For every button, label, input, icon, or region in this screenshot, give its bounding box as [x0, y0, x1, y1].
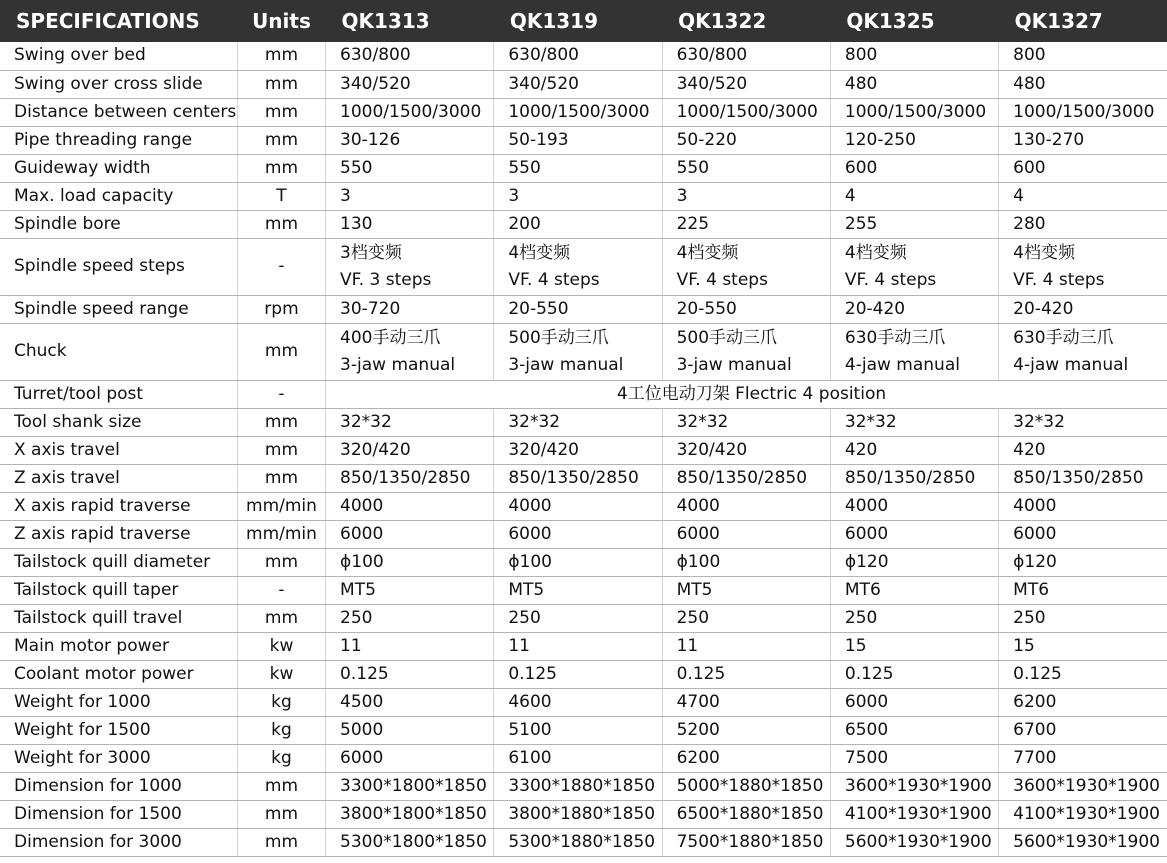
spec-value: 50-193	[494, 126, 662, 154]
spec-value: 850/1350/2850	[830, 464, 998, 492]
spec-name: Spindle speed steps	[0, 238, 237, 295]
spec-name: Turret/tool post	[0, 380, 237, 408]
spec-value-english: 3-jaw manual	[676, 354, 792, 375]
spec-value-english: VF. 4 steps	[676, 269, 768, 290]
spec-value: 320/420	[662, 436, 830, 464]
spec-value	[326, 323, 494, 380]
spec-unit: kg	[237, 688, 325, 716]
spec-value: 250	[662, 604, 830, 632]
spec-value: 5000*1880*1850	[662, 772, 830, 800]
spec-value: 800	[830, 42, 998, 70]
spec-value: 32*32	[999, 408, 1167, 436]
spec-name: Main motor power	[0, 632, 237, 660]
spec-value: 320/420	[494, 436, 662, 464]
spec-value: 4700	[662, 688, 830, 716]
spec-value	[830, 238, 998, 295]
table-row	[0, 210, 1167, 238]
spec-value: 550	[662, 154, 830, 182]
spec-unit: mm	[237, 436, 325, 464]
spec-value: 6200	[999, 688, 1167, 716]
spec-value: 6000	[999, 520, 1167, 548]
spec-value: 6200	[662, 744, 830, 772]
spec-value: 6500	[830, 716, 998, 744]
spec-value: 340/520	[326, 70, 494, 98]
spec-unit: mm	[237, 604, 325, 632]
spec-value-english: 4-jaw manual	[844, 354, 960, 375]
spec-value-english: 3-jaw manual	[340, 354, 456, 375]
table-row	[0, 492, 1167, 520]
spec-value: ϕ100	[662, 548, 830, 576]
spec-name: Coolant motor power	[0, 660, 237, 688]
spec-unit: mm	[237, 42, 325, 70]
spec-value: 5600*1930*1900	[999, 828, 1167, 856]
spec-unit: mm	[237, 126, 325, 154]
spec-value	[830, 323, 998, 380]
spec-unit: mm/min	[237, 520, 325, 548]
spec-value: 4000	[494, 492, 662, 520]
spec-value: 850/1350/2850	[662, 464, 830, 492]
table-row	[0, 182, 1167, 210]
spec-name: Dimension for 3000	[0, 828, 237, 856]
table-row	[0, 70, 1167, 98]
spec-unit: mm	[237, 154, 325, 182]
model-header-qk1313: QK1313	[326, 0, 494, 42]
spec-value: 3300*1800*1850	[326, 772, 494, 800]
spec-name: Tool shank size	[0, 408, 237, 436]
spec-value: 420	[999, 436, 1167, 464]
spec-value	[494, 238, 662, 295]
spec-unit: mm	[237, 464, 325, 492]
spec-name: Pipe threading range	[0, 126, 237, 154]
spec-value: 255	[830, 210, 998, 238]
spec-value: 600	[830, 154, 998, 182]
spec-value: 200	[494, 210, 662, 238]
specifications-header: SPECIFICATIONS	[0, 0, 237, 42]
spec-value-chinese: 630手动三爪	[1013, 327, 1114, 348]
spec-value: ϕ100	[494, 548, 662, 576]
spec-value: MT5	[326, 576, 494, 604]
spec-value: 20-420	[830, 295, 998, 323]
spec-value: 7500*1880*1850	[662, 828, 830, 856]
table-row	[0, 576, 1167, 604]
spec-value: 1000/1500/3000	[662, 98, 830, 126]
table-row	[0, 154, 1167, 182]
spec-value	[494, 323, 662, 380]
spec-value: 280	[999, 210, 1167, 238]
spec-name: Tailstock quill taper	[0, 576, 237, 604]
spec-value: 250	[326, 604, 494, 632]
spec-name: Swing over cross slide	[0, 70, 237, 98]
spec-value: 20-550	[494, 295, 662, 323]
spec-value	[662, 323, 830, 380]
spec-value: 30-720	[326, 295, 494, 323]
spec-value: MT6	[999, 576, 1167, 604]
spec-name: Weight for 1000	[0, 688, 237, 716]
spec-name: Weight for 3000	[0, 744, 237, 772]
spec-value: 4	[999, 182, 1167, 210]
spec-unit: -	[237, 238, 325, 295]
spec-name: Guideway width	[0, 154, 237, 182]
table-row	[0, 688, 1167, 716]
spec-unit: kw	[237, 632, 325, 660]
table-row	[0, 126, 1167, 154]
table-row	[0, 436, 1167, 464]
spec-value: 4500	[326, 688, 494, 716]
spec-value: 4	[830, 182, 998, 210]
spec-value-english: VF. 4 steps	[844, 269, 937, 290]
spec-name: Z axis travel	[0, 464, 237, 492]
spec-value: 4000	[326, 492, 494, 520]
spec-value: 340/520	[494, 70, 662, 98]
spec-unit: -	[237, 576, 325, 604]
specifications-body	[0, 42, 1167, 856]
spec-value: 15	[830, 632, 998, 660]
model-header-qk1325: QK1325	[830, 0, 998, 42]
spec-unit: -	[237, 380, 325, 408]
spec-value: 11	[326, 632, 494, 660]
table-row	[0, 660, 1167, 688]
spec-value: 850/1350/2850	[326, 464, 494, 492]
spec-value: 5600*1930*1900	[830, 828, 998, 856]
spec-value: 225	[662, 210, 830, 238]
spec-value: 32*32	[494, 408, 662, 436]
spec-value-shared: 4工位电动刀架 Flectric 4 position	[326, 380, 1167, 408]
table-row	[0, 380, 1167, 408]
spec-value: 850/1350/2850	[494, 464, 662, 492]
spec-name: Dimension for 1000	[0, 772, 237, 800]
spec-value: 6500*1880*1850	[662, 800, 830, 828]
spec-value: 7700	[999, 744, 1167, 772]
table-row	[0, 632, 1167, 660]
spec-value: 6700	[999, 716, 1167, 744]
table-row	[0, 408, 1167, 436]
spec-unit: kg	[237, 744, 325, 772]
spec-value: 6000	[662, 520, 830, 548]
spec-value: 340/520	[662, 70, 830, 98]
spec-value: 850/1350/2850	[999, 464, 1167, 492]
spec-value: 630/800	[326, 42, 494, 70]
spec-name: Spindle bore	[0, 210, 237, 238]
spec-value: 3800*1800*1850	[326, 800, 494, 828]
spec-value-chinese: 4档变频	[676, 242, 739, 263]
spec-value: 1000/1500/3000	[830, 98, 998, 126]
spec-value: MT5	[662, 576, 830, 604]
spec-value: 6100	[494, 744, 662, 772]
spec-unit: kw	[237, 660, 325, 688]
spec-value: 0.125	[662, 660, 830, 688]
spec-value: 0.125	[326, 660, 494, 688]
spec-value-english: 4-jaw manual	[1013, 354, 1129, 375]
spec-value: MT5	[494, 576, 662, 604]
spec-name: Distance between centers	[0, 98, 237, 126]
spec-value: 6000	[326, 520, 494, 548]
spec-value: 250	[830, 604, 998, 632]
spec-value: 480	[999, 70, 1167, 98]
spec-value-chinese: 500手动三爪	[676, 327, 778, 348]
spec-unit: mm/min	[237, 492, 325, 520]
spec-name: Dimension for 1500	[0, 800, 237, 828]
table-row	[0, 716, 1167, 744]
spec-unit: rpm	[237, 295, 325, 323]
model-header-qk1319: QK1319	[494, 0, 662, 42]
spec-unit: mm	[237, 408, 325, 436]
spec-value: 1000/1500/3000	[326, 98, 494, 126]
spec-unit: mm	[237, 210, 325, 238]
spec-value	[999, 238, 1167, 295]
table-row	[0, 520, 1167, 548]
table-row	[0, 295, 1167, 323]
spec-value: 7500	[830, 744, 998, 772]
spec-value-chinese: 4档变频	[844, 242, 907, 263]
spec-value: 4000	[830, 492, 998, 520]
spec-value: 50-220	[662, 126, 830, 154]
spec-name: Weight for 1500	[0, 716, 237, 744]
spec-value: 6000	[494, 520, 662, 548]
spec-value-english: VF. 3 steps	[340, 269, 432, 290]
spec-value: 4000	[662, 492, 830, 520]
spec-name: Spindle speed range	[0, 295, 237, 323]
spec-value: 3600*1930*1900	[830, 772, 998, 800]
spec-value-english: VF. 4 steps	[1013, 269, 1105, 290]
spec-name: Swing over bed	[0, 42, 237, 70]
spec-value: 600	[999, 154, 1167, 182]
spec-value: 3600*1930*1900	[999, 772, 1167, 800]
spec-name: X axis rapid traverse	[0, 492, 237, 520]
spec-value: 1000/1500/3000	[999, 98, 1167, 126]
spec-value: 120-250	[830, 126, 998, 154]
spec-value: 130-270	[999, 126, 1167, 154]
spec-value: 630/800	[494, 42, 662, 70]
table-row	[0, 42, 1167, 70]
spec-value: 4100*1930*1900	[999, 800, 1167, 828]
spec-value: ϕ120	[999, 548, 1167, 576]
spec-unit: kg	[237, 716, 325, 744]
spec-value	[999, 323, 1167, 380]
spec-value: 5000	[326, 716, 494, 744]
table-row	[0, 744, 1167, 772]
spec-value-chinese: 500手动三爪	[508, 327, 609, 348]
spec-value: 32*32	[662, 408, 830, 436]
spec-unit: mm	[237, 772, 325, 800]
spec-value: 0.125	[999, 660, 1167, 688]
spec-value: 32*32	[326, 408, 494, 436]
units-header: Units	[237, 0, 325, 42]
spec-value: 15	[999, 632, 1167, 660]
spec-value: 0.125	[494, 660, 662, 688]
spec-value: 30-126	[326, 126, 494, 154]
spec-value: 420	[830, 436, 998, 464]
model-header-qk1322: QK1322	[662, 0, 830, 42]
spec-unit: T	[237, 182, 325, 210]
spec-value: 3800*1880*1850	[494, 800, 662, 828]
spec-value: 0.125	[830, 660, 998, 688]
spec-value: 11	[662, 632, 830, 660]
table-row	[0, 604, 1167, 632]
spec-value: 800	[999, 42, 1167, 70]
spec-value-chinese: 4档变频	[508, 242, 571, 263]
spec-name: Z axis rapid traverse	[0, 520, 237, 548]
spec-value: 3	[662, 182, 830, 210]
spec-unit: mm	[237, 800, 325, 828]
spec-value: 320/420	[326, 436, 494, 464]
spec-value: 5100	[494, 716, 662, 744]
spec-value: 4100*1930*1900	[830, 800, 998, 828]
spec-value: ϕ100	[326, 548, 494, 576]
spec-unit: mm	[237, 828, 325, 856]
spec-unit: mm	[237, 323, 325, 380]
spec-value: 130	[326, 210, 494, 238]
spec-value-chinese: 630手动三爪	[844, 327, 946, 348]
spec-unit: mm	[237, 70, 325, 98]
spec-value: 5300*1880*1850	[494, 828, 662, 856]
spec-name: Max. load capacity	[0, 182, 237, 210]
spec-name: Chuck	[0, 323, 237, 380]
spec-value: 250	[494, 604, 662, 632]
spec-value: 20-550	[662, 295, 830, 323]
spec-value: 6000	[830, 688, 998, 716]
spec-name: X axis travel	[0, 436, 237, 464]
spec-unit: mm	[237, 548, 325, 576]
table-row	[0, 800, 1167, 828]
spec-value: 550	[326, 154, 494, 182]
model-header-qk1327: QK1327	[999, 0, 1167, 42]
spec-value: 4000	[999, 492, 1167, 520]
spec-value: MT6	[830, 576, 998, 604]
table-row	[0, 828, 1167, 856]
spec-value: 1000/1500/3000	[494, 98, 662, 126]
table-row	[0, 98, 1167, 126]
spec-value	[662, 238, 830, 295]
spec-value-chinese: 3档变频	[340, 242, 402, 263]
table-row	[0, 238, 1167, 295]
table-row	[0, 323, 1167, 380]
spec-value: 32*32	[830, 408, 998, 436]
spec-value: 550	[494, 154, 662, 182]
spec-value	[326, 238, 494, 295]
spec-value: 11	[494, 632, 662, 660]
spec-value: 4600	[494, 688, 662, 716]
spec-value: 3300*1880*1850	[494, 772, 662, 800]
spec-value: 5300*1800*1850	[326, 828, 494, 856]
spec-value: 630/800	[662, 42, 830, 70]
header-row	[0, 0, 1167, 42]
spec-value: 3	[326, 182, 494, 210]
spec-value: 480	[830, 70, 998, 98]
table-row	[0, 548, 1167, 576]
table-row	[0, 464, 1167, 492]
spec-value: 20-420	[999, 295, 1167, 323]
spec-value: 6000	[830, 520, 998, 548]
spec-value: 5200	[662, 716, 830, 744]
spec-name: Tailstock quill diameter	[0, 548, 237, 576]
table-row	[0, 772, 1167, 800]
spec-value-chinese: 4档变频	[1013, 242, 1075, 263]
spec-value: 250	[999, 604, 1167, 632]
spec-name: Tailstock quill travel	[0, 604, 237, 632]
spec-value-chinese: 400手动三爪	[340, 327, 441, 348]
spec-value: 3	[494, 182, 662, 210]
spec-value-english: VF. 4 steps	[508, 269, 600, 290]
spec-value: ϕ120	[830, 548, 998, 576]
spec-unit: mm	[237, 98, 325, 126]
spec-value: 6000	[326, 744, 494, 772]
spec-value-english: 3-jaw manual	[508, 354, 624, 375]
